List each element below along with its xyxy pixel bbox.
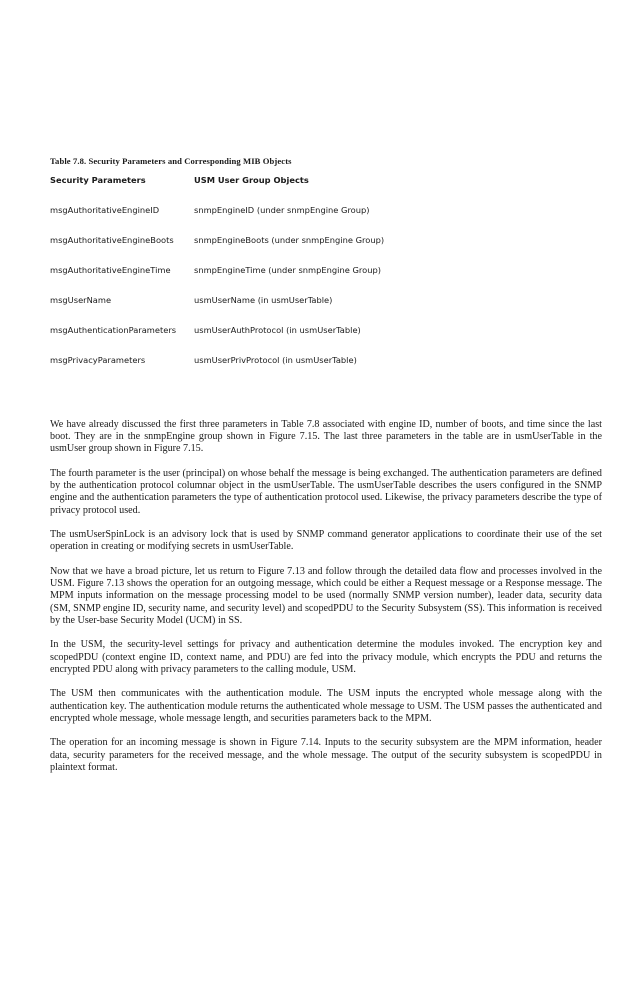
column-header-usm-user-group-objects: USM User Group Objects <box>194 175 309 185</box>
table-header-row <box>50 175 384 205</box>
table-cell-parameter: msgAuthoritativeEngineTime <box>50 265 171 275</box>
table-caption: Table 7.8. Security Parameters and Corresponding MIB Objects <box>50 156 292 166</box>
table-cell-parameter: msgAuthoritativeEngineID <box>50 205 160 215</box>
table-cell-object: usmUserPrivProtocol (in usmUserTable) <box>194 355 357 365</box>
table-cell-parameter: msgAuthenticationParameters <box>50 325 177 335</box>
body-text <box>50 419 602 786</box>
paragraph: The USM then communicates with the authentication module. The USM inputs the encrypted whole message along with the authentication key. The authentication module returns the authenticated whole message to USM. The USM passes the authenticated and encrypted whole message, whole message length, and securities parameters back to the MPM. <box>50 688 602 724</box>
table-row <box>50 235 384 265</box>
column-header-security-parameters: Security Parameters <box>50 175 146 185</box>
paragraph: The operation for an incoming message is shown in Figure 7.14. Inputs to the security subsystem are the MPM information, header data, security parameters for the received message, and the whole message. The output of the security subsystem is scopedPDU in plaintext format. <box>50 737 602 773</box>
table-row <box>50 205 384 235</box>
table-cell-parameter: msgPrivacyParameters <box>50 355 146 365</box>
paragraph: The fourth parameter is the user (principal) on whose behalf the message is being exchanged. The authentication parameters are defined by the authentication protocol columnar object in the usmUserTable. The usmUserTable describes the users configured in the SNMP engine and the authentication parameters the type of authentication protocol used. Likewise, the privacy parameters describe the type of privacy protocol used. <box>50 468 602 516</box>
table-cell-object: usmUserAuthProtocol (in usmUserTable) <box>194 325 361 335</box>
paragraph: We have already discussed the first three parameters in Table 7.8 associated with engine ID, number of boots, and time since the last boot. They are in the snmpEngine group shown in Figure 7.15. The last three parameters in the table are in usmUserTable in the usmUser group shown in Figure 7.15. <box>50 419 602 455</box>
table-row <box>50 295 384 325</box>
table-cell-object: snmpEngineID (under snmpEngine Group) <box>194 205 370 215</box>
table-cell-parameter: msgUserName <box>50 295 112 305</box>
table-cell-object: snmpEngineTime (under snmpEngine Group) <box>194 265 381 275</box>
table-row <box>50 355 384 385</box>
paragraph: In the USM, the security-level settings for privacy and authentication determine the modules invoked. The encryption key and scopedPDU (context engine ID, context name, and PDU) are fed into the privacy module, which encrypts the PDU and returns the encrypted PDU along with privacy parameters to the calling module, USM. <box>50 639 602 675</box>
table-cell-object: usmUserName (in usmUserTable) <box>194 295 333 305</box>
table-cell-object: snmpEngineBoots (under snmpEngine Group) <box>194 235 385 245</box>
table-row <box>50 265 384 295</box>
paragraph: The usmUserSpinLock is an advisory lock that is used by SNMP command generator applications to coordinate their use of the set operation in creating or modifying secrets in usmUserTable. <box>50 529 602 553</box>
table-row <box>50 325 384 355</box>
table-cell-parameter: msgAuthoritativeEngineBoots <box>50 235 174 245</box>
security-parameters-table <box>50 175 384 385</box>
paragraph: Now that we have a broad picture, let us return to Figure 7.13 and follow through the detailed data flow and processes involved in the USM. Figure 7.13 shows the operation for an outgoing message, which could be either a Request message or a Response message. The MPM inputs information on the message processing model to be used (normally SNMP version number), leader data, security data (SM, SNMP engine ID, security name, and security level) and scopedPDU to the Security Subsystem (SS). This information is received by the User-base Security Model (UCM) in SS. <box>50 566 602 626</box>
